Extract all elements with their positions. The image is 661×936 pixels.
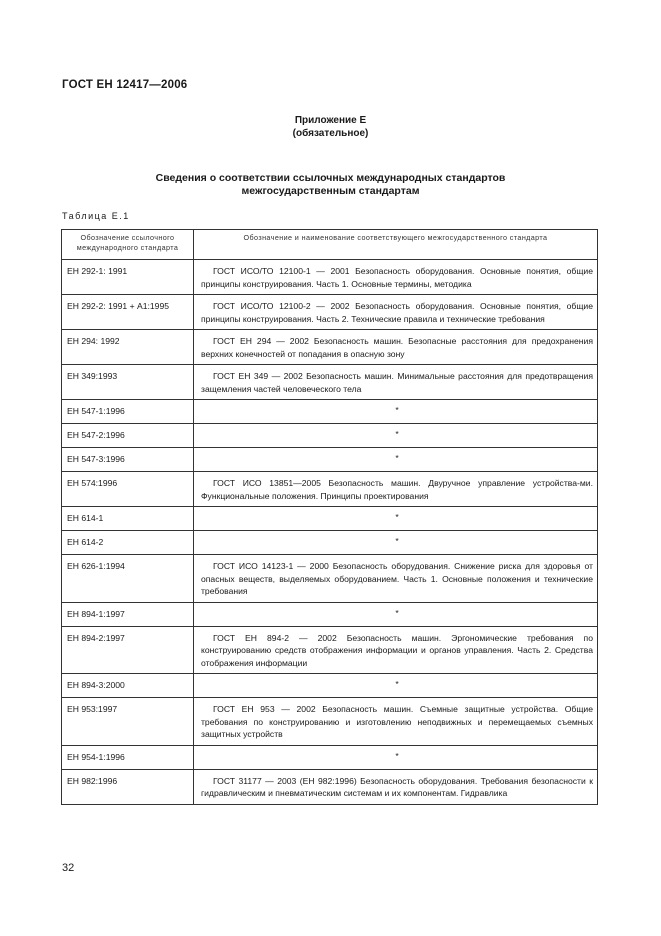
table-row: [62, 602, 598, 626]
section-heading-line1: Сведения о соответствии ссылочных международных стандартов: [155, 172, 506, 184]
interstate-standard-cell: *: [194, 531, 598, 555]
reference-standard-cell: ЕН 349:1993: [62, 365, 194, 400]
table-row: [62, 400, 598, 424]
table-row: [62, 769, 598, 804]
reference-standard-cell: ЕН 614-1: [62, 507, 194, 531]
interstate-standard-cell: [194, 330, 598, 365]
document-code: ГОСТ ЕН 12417—2006: [62, 79, 188, 91]
table-row: [62, 698, 598, 746]
interstate-standard-text: ГОСТ ИСО/ТО 12100-1 — 2001 Безопасность оборудования. Основные понятия, общие принципы конструирования. Часть 1. Основные термины, методика: [201, 266, 593, 289]
table-row: [62, 626, 598, 674]
reference-standard-cell: ЕН 953:1997: [62, 698, 194, 746]
reference-standard-cell: ЕН 292-2: 1991 + А1:1995: [62, 295, 194, 330]
interstate-standard-cell: *: [194, 448, 598, 472]
interstate-standard-cell: [194, 626, 598, 674]
table-row: [62, 295, 598, 330]
reference-standard-cell: ЕН 626-1:1994: [62, 555, 194, 603]
reference-standard-cell: ЕН 894-1:1997: [62, 602, 194, 626]
interstate-standard-cell: *: [194, 424, 598, 448]
reference-standard-cell: ЕН 574:1996: [62, 472, 194, 507]
reference-standard-cell: ЕН 547-2:1996: [62, 424, 194, 448]
interstate-standard-cell: [194, 365, 598, 400]
interstate-standard-cell: *: [194, 674, 598, 698]
interstate-standard-text: ГОСТ ИСО/ТО 12100-2 — 2002 Безопасность оборудования. Основные понятия, общие принципы конструирования. Часть 2. Технические правила и технические требования: [201, 301, 593, 324]
reference-standard-cell: ЕН 292-1: 1991: [62, 260, 194, 295]
interstate-standard-cell: [194, 555, 598, 603]
table-row: [62, 674, 598, 698]
table-row: [62, 472, 598, 507]
interstate-standard-text: ГОСТ 31177 — 2003 (ЕН 982:1996) Безопасность оборудования. Требования безопасности к гидравлическим и пневматическим системам и их компонентам. Гидравлика: [201, 775, 593, 798]
annex-status: (обязательное): [292, 128, 369, 139]
reference-standard-cell: ЕН 894-2:1997: [62, 626, 194, 674]
interstate-standard-text: ГОСТ ЕН 349 — 2002 Безопасность машин. Минимальные расстояния для предотвращения защемления частей человеческого тела: [201, 371, 593, 394]
table-row: [62, 745, 598, 769]
table-header-row: [62, 230, 598, 260]
section-heading-line2: межгосударственным стандартам: [241, 185, 420, 197]
table-row: [62, 555, 598, 603]
table-row: [62, 260, 598, 295]
annex-title: Приложение Е: [294, 115, 367, 126]
reference-standard-cell: ЕН 294: 1992: [62, 330, 194, 365]
reference-standard-cell: ЕН 547-3:1996: [62, 448, 194, 472]
table-row: [62, 365, 598, 400]
interstate-standard-cell: *: [194, 507, 598, 531]
interstate-standard-cell: [194, 260, 598, 295]
reference-standard-cell: ЕН 894-3:2000: [62, 674, 194, 698]
interstate-standard-cell: [194, 472, 598, 507]
reference-standard-cell: ЕН 954-1:1996: [62, 745, 194, 769]
reference-standard-cell: ЕН 547-1:1996: [62, 400, 194, 424]
interstate-standard-cell: *: [194, 602, 598, 626]
reference-standard-cell: ЕН 982:1996: [62, 769, 194, 804]
annex-block: [0, 114, 661, 140]
interstate-standard-text: ГОСТ ЕН 894-2 — 2002 Безопасность машин. Эргономические требования по конструированию средств отображения информации и органов управления. Часть 2. Средства отображения информации: [201, 632, 593, 668]
interstate-standard-cell: *: [194, 745, 598, 769]
interstate-standard-text: ГОСТ ИСО 13851—2005 Безопасность машин. Двуручное управление устройства-ми. Функциональные положения. Принципы проектирования: [201, 478, 593, 501]
table-row: [62, 448, 598, 472]
table-row: [62, 330, 598, 365]
table-row: [62, 531, 598, 555]
column-header-interstate: Обозначение и наименование соответствующего межгосударственного стандарта: [194, 230, 598, 260]
interstate-standard-cell: [194, 769, 598, 804]
interstate-standard-cell: [194, 698, 598, 746]
correspondence-table: [61, 229, 598, 805]
table-row: [62, 507, 598, 531]
section-heading: [0, 172, 661, 198]
interstate-standard-text: ГОСТ ЕН 294 — 2002 Безопасность машин. Безопасные расстояния для предохранения верхних конечностей от попадания в опасную зону: [201, 336, 593, 359]
table-row: [62, 424, 598, 448]
interstate-standard-cell: [194, 295, 598, 330]
page-number: 32: [62, 862, 75, 874]
reference-standard-cell: ЕН 614-2: [62, 531, 194, 555]
table-caption: Таблица Е.1: [62, 211, 130, 221]
table-body: [62, 260, 598, 805]
interstate-standard-text: ГОСТ ИСО 14123-1 — 2000 Безопасность оборудования. Снижение риска для здоровья от опасных веществ, выделяемых оборудованием. Часть 1. Основные положения и технические требования: [201, 561, 593, 596]
column-header-reference: Обозначение ссылочного международного стандарта: [62, 230, 194, 260]
interstate-standard-text: ГОСТ ЕН 953 — 2002 Безопасность машин. Съемные защитные устройства. Общие требования по конструированию и изготовлению неподвижных и перемещаемых съемных защитных устройств: [201, 704, 593, 739]
interstate-standard-cell: *: [194, 400, 598, 424]
